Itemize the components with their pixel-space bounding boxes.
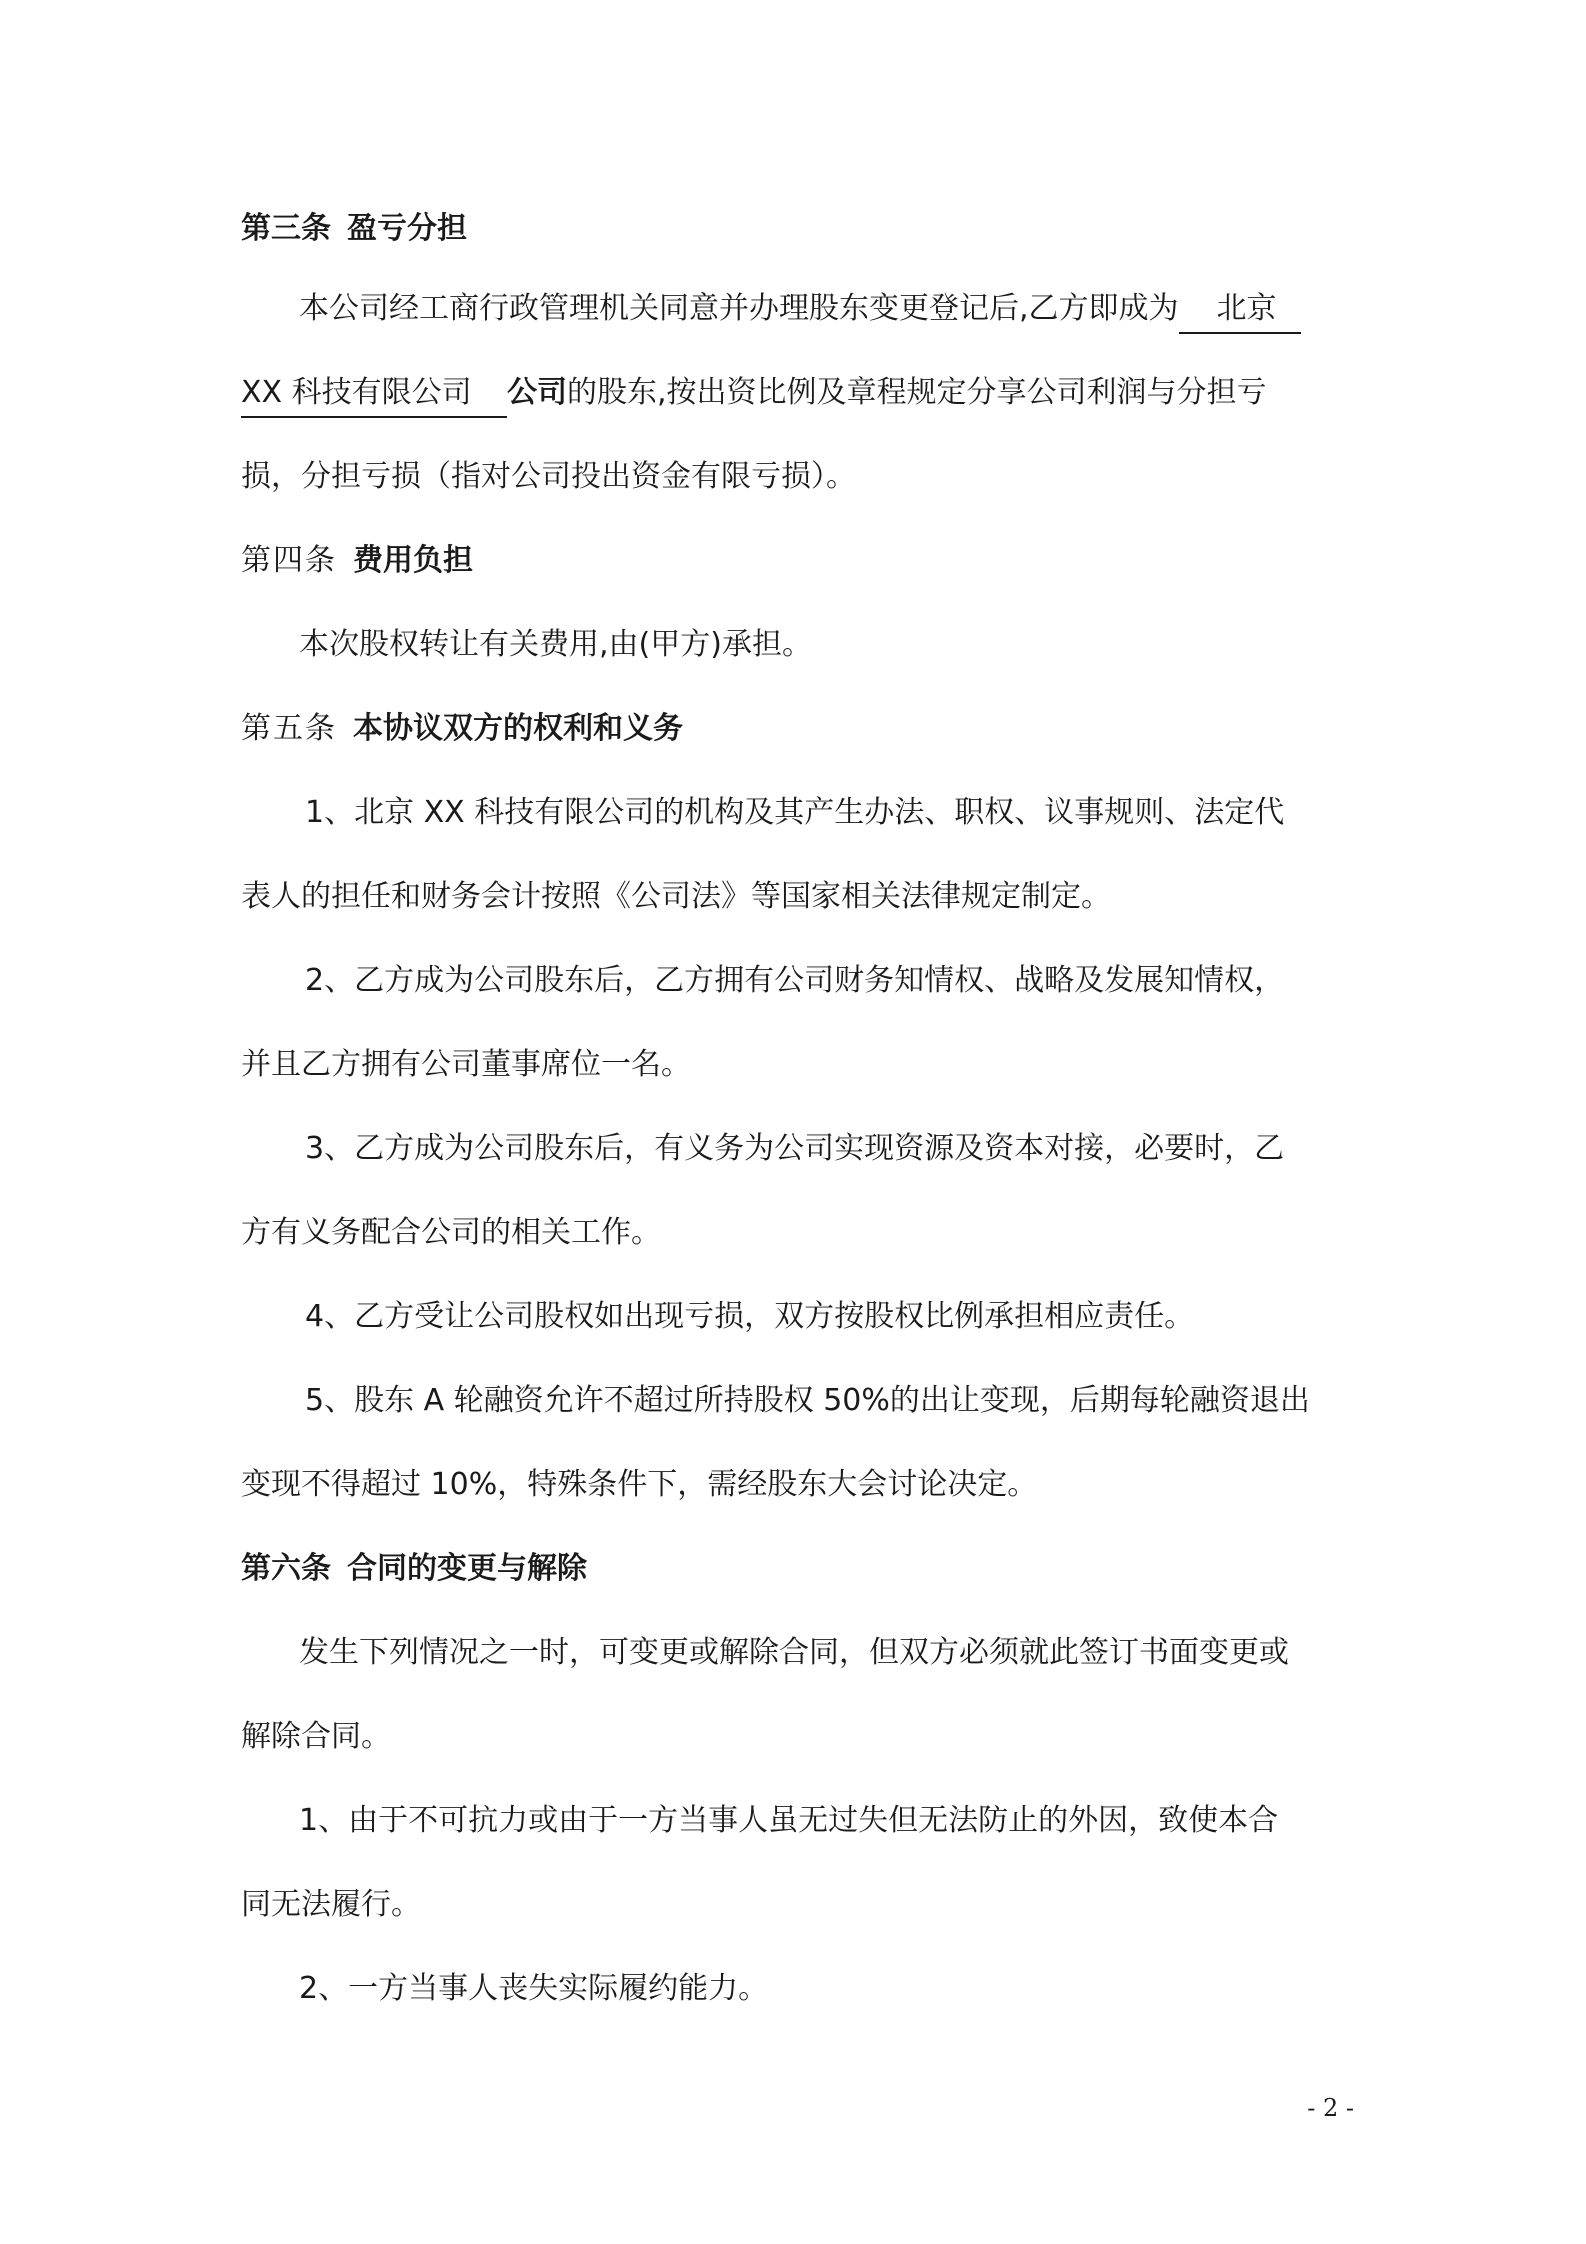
list-item-text: 并且乙方拥有公司董事席位一名。 <box>241 1047 691 1082</box>
paragraph-text: 本公司经工商行政管理机关同意并办理股东变更登记后,乙方即成为 <box>299 291 1179 326</box>
article-5-item-1-line <box>241 871 1351 955</box>
article-6-paragraph-line <box>241 1711 1351 1795</box>
article-5-item-2-line <box>241 1039 1351 1123</box>
article-3-paragraph-line <box>241 451 1351 535</box>
article-5-heading <box>241 703 1351 787</box>
article-number: 第五条 <box>241 711 337 746</box>
article-4-heading <box>241 535 1351 619</box>
list-item-text: 同无法履行。 <box>241 1887 421 1922</box>
article-3-heading <box>241 203 1351 283</box>
list-item-text: 5、股东 A 轮融资允许不超过所持股权 50%的出让变现，后期每轮融资退出 <box>305 1383 1310 1418</box>
article-5-item-5-line <box>241 1459 1351 1543</box>
article-number: 第四条 <box>241 543 337 578</box>
article-5-item-1-line <box>241 787 1351 871</box>
article-6-item-1-line <box>241 1879 1351 1963</box>
article-4-paragraph-line <box>241 619 1351 703</box>
list-item-text: 1、北京 XX 科技有限公司的机构及其产生办法、职权、议事规则、法定代 <box>305 795 1285 830</box>
article-5-item-3-line <box>241 1207 1351 1291</box>
company-word: 公司 <box>507 375 567 410</box>
article-title: 盈亏分担 <box>347 211 467 246</box>
article-6-item-2-line <box>241 1963 1351 2047</box>
article-title: 合同的变更与解除 <box>347 1551 587 1586</box>
list-item-text: 变现不得超过 10%，特殊条件下，需经股东大会讨论决定。 <box>241 1467 1038 1502</box>
article-6-item-1-line <box>241 1795 1351 1879</box>
page-number: - 2 - <box>1307 2094 1354 2122</box>
paragraph-text: 的股东,按出资比例及章程规定分享公司利润与分担亏 <box>567 375 1267 410</box>
list-item-text: 2、一方当事人丧失实际履约能力。 <box>299 1971 769 2006</box>
paragraph-text: 发生下列情况之一时，可变更或解除合同，但双方必须就此签订书面变更或 <box>299 1635 1289 1670</box>
list-item-text: 2、乙方成为公司股东后，乙方拥有公司财务知情权、战略及发展知情权， <box>305 963 1285 998</box>
article-title: 本协议双方的权利和义务 <box>353 711 683 746</box>
article-5-item-2-line <box>241 955 1351 1039</box>
list-item-text: 3、乙方成为公司股东后，有义务为公司实现资源及资本对接，必要时，乙 <box>305 1131 1285 1166</box>
article-5-item-4-line <box>241 1291 1351 1375</box>
article-6-heading <box>241 1543 1351 1627</box>
article-5-item-3-line <box>241 1123 1351 1207</box>
article-title: 费用负担 <box>353 543 473 578</box>
list-item-text: 4、乙方受让公司股权如出现亏损，双方按股权比例承担相应责任。 <box>305 1299 1195 1334</box>
paragraph-text: 损，分担亏损（指对公司投出资金有限亏损）。 <box>241 459 856 494</box>
paragraph-text: 解除合同。 <box>241 1719 391 1754</box>
article-number: 第三条 <box>241 211 331 246</box>
list-item-text: 表人的担任和财务会计按照《公司法》等国家相关法律规定制定。 <box>241 879 1111 914</box>
list-item-text: 1、由于不可抗力或由于一方当事人虽无过失但无法防止的外因，致使本合 <box>299 1803 1279 1838</box>
list-item-text: 方有义务配合公司的相关工作。 <box>241 1215 661 1250</box>
article-6-paragraph-line <box>241 1627 1351 1711</box>
article-3-paragraph-line <box>241 283 1351 367</box>
company-name-blank: 北京 <box>1179 286 1301 334</box>
document-body <box>241 203 1351 2047</box>
article-3-paragraph-line <box>241 367 1351 451</box>
paragraph-text: 本次股权转让有关费用,由(甲方)承担。 <box>299 627 812 662</box>
company-name-blank: XX 科技有限公司 <box>241 370 507 418</box>
article-5-item-5-line <box>241 1375 1351 1459</box>
article-number: 第六条 <box>241 1551 331 1586</box>
